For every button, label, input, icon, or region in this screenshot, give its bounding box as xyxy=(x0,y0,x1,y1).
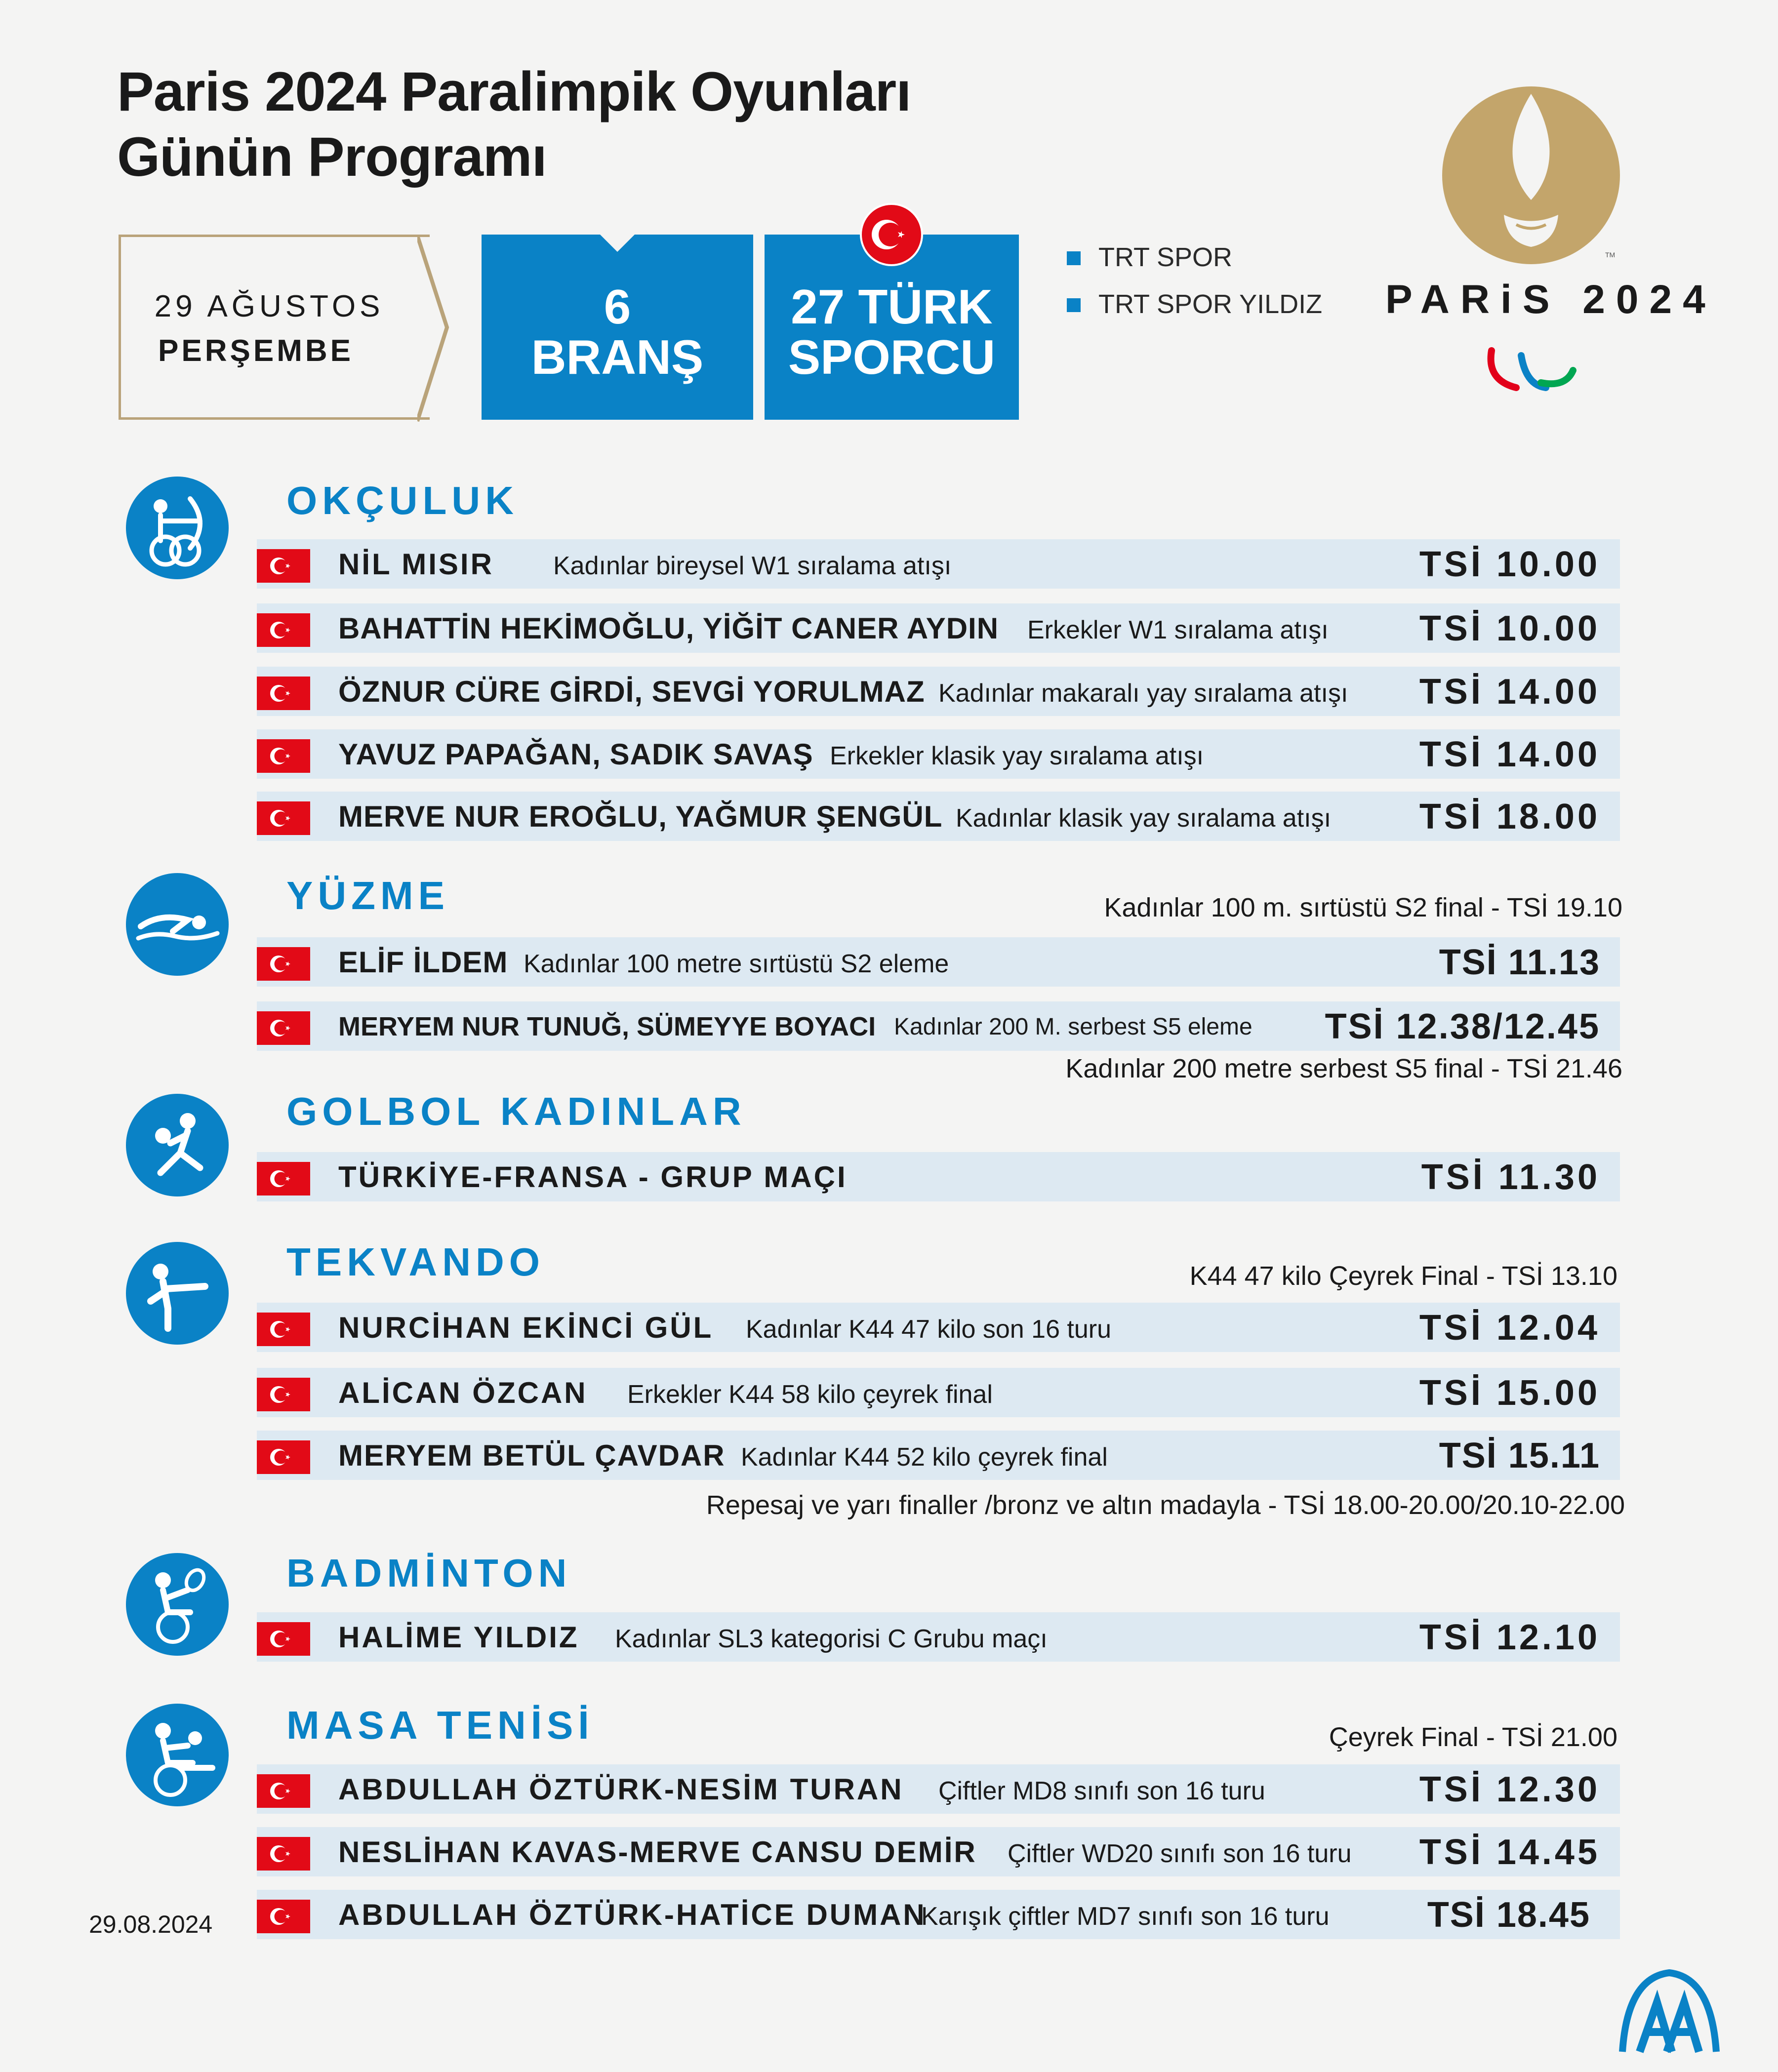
event-name: Kadınlar K44 52 kilo çeyrek final xyxy=(741,1443,1108,1472)
turkish-flag-icon xyxy=(257,739,310,773)
turkish-flag-icon xyxy=(257,1440,310,1474)
schedule-row xyxy=(257,1827,1620,1876)
athlete-name: TÜRKİYE-FRANSA - GRUP MAÇI xyxy=(338,1160,848,1194)
schedule-note: Repesaj ve yarı finaller /bronz ve altın madayla - TSİ 18.00-20.00/20.10-22.00 xyxy=(706,1490,1625,1520)
turkish-flag-icon xyxy=(257,801,310,835)
date-arrow-icon xyxy=(417,235,452,422)
turkish-flag-icon xyxy=(257,677,310,710)
event-time: TSİ 12.10 xyxy=(1419,1618,1600,1657)
title-line-1: Paris 2024 Paralimpik Oyunları xyxy=(117,61,911,122)
page-title xyxy=(117,59,911,190)
turkish-flag-icon xyxy=(257,1378,310,1411)
turkish-flag-icon xyxy=(257,1011,310,1045)
event-name: Karışık çiftler MD7 sınıfı son 16 turu xyxy=(921,1902,1330,1931)
event-name: Erkekler klasik yay sıralama atışı xyxy=(830,742,1204,770)
schedule-row xyxy=(257,667,1620,716)
date-box xyxy=(119,235,430,420)
turkish-flag-icon xyxy=(257,1313,310,1346)
event-name: Kadınlar K44 47 kilo son 16 turu xyxy=(746,1315,1112,1344)
turkish-flag-icon xyxy=(257,1162,310,1195)
schedule-row xyxy=(257,1612,1620,1662)
turkish-flag-round-icon xyxy=(859,202,924,267)
broadcast-label: TRT SPOR xyxy=(1098,242,1233,272)
event-name: Erkekler W1 sıralama atışı xyxy=(1027,616,1329,644)
event-name: Kadınlar 200 M. serbest S5 eleme xyxy=(894,1014,1253,1040)
schedule-note: Kadınlar 200 metre serbest S5 final - TSİ 21.46 xyxy=(1065,1054,1622,1083)
branches-label: BRANŞ xyxy=(531,330,704,384)
broadcast-bullet-icon xyxy=(1067,298,1081,312)
schedule-note: K44 47 kilo Çeyrek Final - TSİ 13.10 xyxy=(1189,1261,1617,1291)
event-time: TSİ 10.00 xyxy=(1419,609,1600,648)
athlete-name: ABDULLAH ÖZTÜRK-NESİM TURAN xyxy=(338,1773,904,1806)
date-day: 29 AĞUSTOS xyxy=(154,289,384,323)
event-time: TSİ 14.45 xyxy=(1419,1833,1600,1872)
schedule-row xyxy=(257,729,1620,779)
athlete-name: MERYEM NUR TUNUĞ, SÜMEYYE BOYACI xyxy=(338,1012,876,1041)
event-time: TSİ 11.13 xyxy=(1439,943,1600,982)
athlete-name: MERVE NUR EROĞLU, YAĞMUR ŞENGÜL xyxy=(338,800,943,833)
event-time: TSİ 12.30 xyxy=(1419,1770,1600,1809)
schedule-note: Kadınlar 100 m. sırtüstü S2 final - TSİ 19.10 xyxy=(1104,893,1622,922)
event-name: Kadınlar SL3 kategorisi C Grubu maçı xyxy=(615,1625,1048,1653)
event-time: TSİ 12.38/12.45 xyxy=(1325,1007,1600,1046)
schedule-row xyxy=(257,603,1620,653)
turkish-flag-icon xyxy=(257,1900,310,1933)
event-name: Kadınlar klasik yay sıralama atışı xyxy=(956,804,1332,833)
footer-date: 29.08.2024 xyxy=(89,1911,213,1938)
sport-title: BADMİNTON xyxy=(286,1551,572,1595)
schedule-note: Çeyrek Final - TSİ 21.00 xyxy=(1329,1722,1617,1752)
sport-title: GOLBOL KADINLAR xyxy=(286,1089,746,1133)
branches-number: 6 xyxy=(604,279,631,334)
event-time: TSİ 11.30 xyxy=(1421,1157,1600,1197)
broadcast-item xyxy=(1067,289,1322,319)
archery-icon xyxy=(126,477,229,579)
date-weekday: PERŞEMBE xyxy=(158,334,354,368)
schedule-row xyxy=(257,1152,1620,1201)
turkish-flag-icon xyxy=(257,549,310,583)
athlete-name: NİL MISIR xyxy=(338,548,494,581)
anadolu-agency-logo-icon xyxy=(1617,1968,1721,2054)
schedule-row xyxy=(257,1431,1620,1480)
table-tennis-icon xyxy=(126,1704,229,1806)
event-name: Çiftler WD20 sınıfı son 16 turu xyxy=(1008,1839,1352,1868)
event-time: TSİ 12.04 xyxy=(1419,1308,1600,1348)
schedule-row xyxy=(257,1303,1620,1352)
event-name: Kadınlar bireysel W1 sıralama atışı xyxy=(553,552,952,580)
turkish-flag-icon xyxy=(257,947,310,981)
sport-title: TEKVANDO xyxy=(286,1240,545,1284)
turkish-flag-icon xyxy=(257,1622,310,1656)
goalball-icon xyxy=(126,1094,229,1196)
event-time: TSİ 15.00 xyxy=(1419,1373,1600,1413)
athlete-name: ÖZNUR CÜRE GİRDİ, SEVGİ YORULMAZ xyxy=(338,675,925,708)
sport-title: OKÇULUK xyxy=(286,478,519,522)
athletes-line-1: 27 TÜRK xyxy=(791,279,993,334)
paris-2024-emblem-icon xyxy=(1432,84,1630,281)
event-name: Kadınlar makaralı yay sıralama atışı xyxy=(938,679,1348,708)
taekwondo-icon xyxy=(126,1242,229,1345)
logo-trademark: TM xyxy=(1605,251,1616,259)
event-name: Çiftler MD8 sınıfı son 16 turu xyxy=(938,1777,1265,1805)
event-time: TSİ 14.00 xyxy=(1419,672,1600,712)
schedule-row xyxy=(257,792,1620,841)
athlete-name: ALİCAN ÖZCAN xyxy=(338,1376,588,1409)
athlete-name: ABDULLAH ÖZTÜRK-HATİCE DUMAN xyxy=(338,1898,927,1931)
event-name: Kadınlar 100 metre sırtüstü S2 eleme xyxy=(524,950,949,978)
event-time: TSİ 10.00 xyxy=(1419,545,1600,584)
athlete-name: BAHATTİN HEKİMOĞLU, YİĞİT CANER AYDIN xyxy=(338,612,999,645)
athlete-name: NESLİHAN KAVAS-MERVE CANSU DEMİR xyxy=(338,1835,977,1869)
title-line-2: Günün Programı xyxy=(117,126,547,188)
branches-notch-icon xyxy=(600,235,635,254)
sport-title: YÜZME xyxy=(286,874,449,917)
event-time: TSİ 15.11 xyxy=(1439,1436,1600,1475)
athlete-name: NURCİHAN EKİNCİ GÜL xyxy=(338,1311,714,1344)
event-time: TSİ 14.00 xyxy=(1419,735,1600,774)
event-time: TSİ 18.00 xyxy=(1419,797,1600,837)
broadcast-label: TRT SPOR YILDIZ xyxy=(1098,289,1323,319)
event-time: TSİ 18.45 xyxy=(1427,1895,1590,1935)
turkish-flag-icon xyxy=(257,1774,310,1808)
athlete-name: ELİF İLDEM xyxy=(338,946,508,979)
broadcast-item xyxy=(1067,242,1232,273)
paris-2024-logo-text: PARiS 2024 xyxy=(1385,277,1716,322)
athletes-line-2: SPORCU xyxy=(788,330,996,384)
athlete-name: HALİME YILDIZ xyxy=(338,1621,579,1654)
event-name: Erkekler K44 58 kilo çeyrek final xyxy=(627,1380,993,1409)
schedule-row xyxy=(257,1764,1620,1814)
sport-title: MASA TENİSİ xyxy=(286,1703,594,1747)
schedule-row xyxy=(257,539,1620,589)
schedule-row xyxy=(257,1890,1620,1939)
turkish-flag-icon xyxy=(257,1837,310,1871)
branches-box xyxy=(482,235,753,420)
paralympic-agitos-icon xyxy=(1482,341,1580,395)
schedule-row xyxy=(257,937,1620,987)
athlete-name: MERYEM BETÜL ÇAVDAR xyxy=(338,1439,726,1472)
broadcast-bullet-icon xyxy=(1067,251,1081,265)
athlete-name: YAVUZ PAPAĞAN, SADIK SAVAŞ xyxy=(338,738,813,771)
schedule-row xyxy=(257,1001,1620,1051)
swimming-icon xyxy=(126,873,229,976)
badminton-icon xyxy=(126,1553,229,1656)
turkish-flag-icon xyxy=(257,613,310,647)
schedule-row xyxy=(257,1368,1620,1417)
